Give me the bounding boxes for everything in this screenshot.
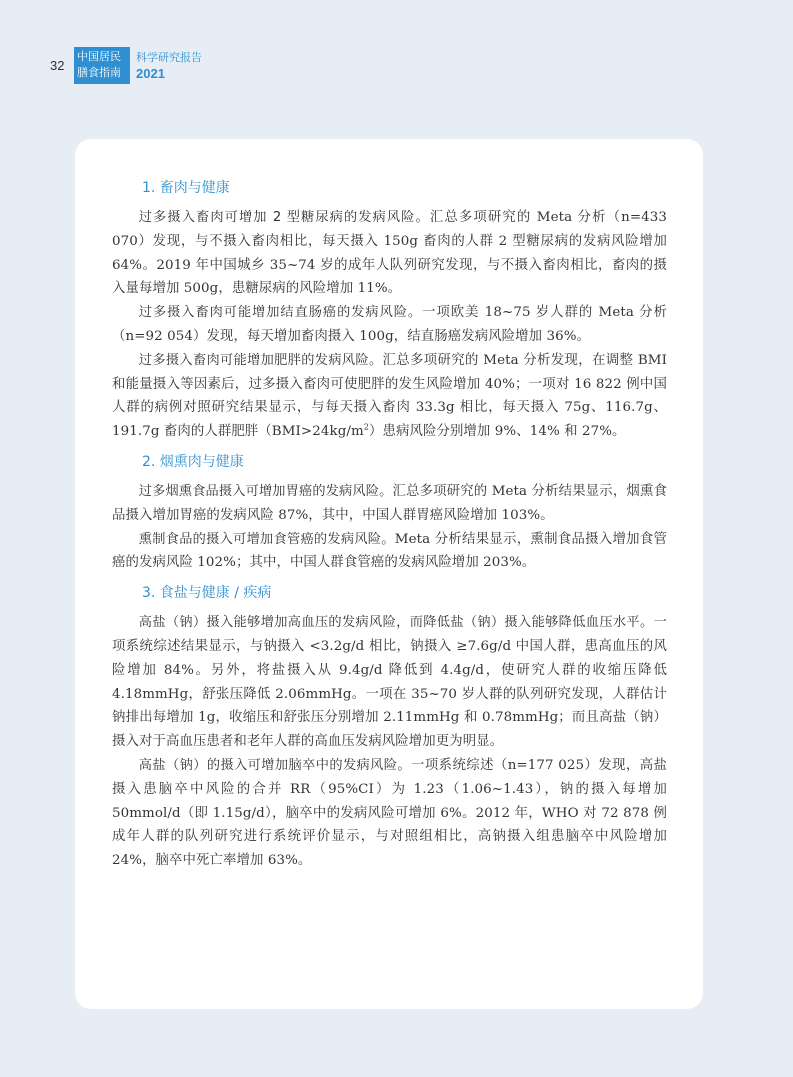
paragraph-lead: 过多烟熏食品摄入可增加胃癌的发病风险。 [138, 483, 393, 499]
superscript: 2 [363, 422, 369, 432]
paragraph-body: 一项系统综述结果显示，与钠摄入 <3.2g/d 相比，钠摄入 ≥7.6g/d 中国人群，患高血压的风险增加 84%。另外，将盐摄入从 9.4g/d 降低到 4.4g/d，使研究人群的收缩压降低 4.18mmHg，舒张压降低 2.06mmHg。一项在 35~70 岁人群的队列研究发现，人群估计钠排出每增加 1g，收缩压和舒张压分别增加 2.11mmHg 和 0.78mmHg；而且高盐（钠）摄入对于高血压患者和老年人群的高血压发病风险增加更为明显。 [112, 615, 667, 750]
paragraph [112, 301, 667, 349]
paragraph-lead: 过多摄入畜肉可能增加肥胖的发病风险。 [138, 352, 383, 368]
paragraph-body: 一项系统综述（n=177 025）发现，高盐摄入患脑卒中风险的合并 RR（95%CI）为 1.23（1.06~1.43），钠的摄入每增加 50mmol/d（即 1.15g/d），脑卒中的发病风险可增加 6%。2012 年，WHO 对 72 878 例成年人群的队列研究进行系统评价显示，与对照组相比，高钠摄入组患脑卒中风险增加 24%，脑卒中死亡率增加 63%。 [112, 757, 668, 869]
logo-line-1: 中国居民 [77, 50, 121, 63]
article-content [112, 170, 667, 873]
section-heading: 3. 食盐与健康 / 疾病 [142, 585, 272, 602]
logo-line-2: 膳食指南 [77, 66, 121, 79]
page-header [0, 0, 793, 100]
paragraph [112, 349, 667, 444]
paragraph-body: 一项欧美 18~75 岁人群的 Meta 分析（n=92 054）发现，每天增加畜肉摄入 100g，结直肠癌发病风险增加 36%。 [112, 305, 668, 344]
paragraph-body: 汇总多项研究的 Meta 分析发现，在调整 BMI 和能量摄入等因素后，过多摄入畜肉可使肥胖的发生风险增加 40%；一项对 16 822 例中国人群的病例对照研究结果显示，与每天摄入畜肉 33.3g 相比，每天摄入 75g、116.7g、191.7g 畜肉的人群肥胖（BMI>24kg/m [112, 352, 667, 440]
report-year: 2021 [136, 66, 165, 81]
paragraph [112, 480, 667, 528]
paragraph-lead: 过多摄入畜肉可增加 2 型糖尿病的发病风险。 [138, 210, 430, 225]
paragraph [112, 528, 667, 576]
paragraph [112, 754, 667, 873]
paragraph-lead: 高盐（钠）摄入能够增加高血压的发病风险，而降低盐（钠）摄入能够降低血压水平。 [138, 615, 654, 631]
paragraph-tail: ）患病风险分别增加 9%、14% 和 27%。 [369, 424, 626, 440]
section-heading: 2. 烟熏肉与健康 [142, 453, 244, 470]
paragraph [112, 611, 667, 754]
paragraph-body: 汇总多项研究的 Meta 分析（n=433 070）发现，与不摄入畜肉相比，每天摄入 150g 畜肉的人群 2 型糖尿病的发病风险增加 64%。2019 年中国城乡 35~74 岁的成年人队列研究发现，与不摄入畜肉相比，畜肉的摄入量每增加 500g，患糖尿病的风险增加 11%。 [112, 210, 668, 297]
paragraph [112, 206, 667, 301]
report-title: 科学研究报告 [136, 51, 202, 64]
paragraph-body: 汇总多项研究的 Meta 分析结果显示，烟熏食品摄入增加胃癌的发病风险 87%，其中，中国人群胃癌风险增加 103%。 [112, 483, 667, 523]
paragraph-lead: 高盐（钠）的摄入可增加脑卒中的发病风险。 [138, 757, 411, 773]
paragraph-lead: 过多摄入畜肉可能增加结直肠癌的发病风险。 [138, 305, 423, 321]
page-number: 32 [50, 58, 65, 73]
section-heading: 1. 畜肉与健康 [142, 180, 230, 196]
paragraph-body: Meta 分析结果显示，熏制食品摄入增加食管癌的发病风险 102%；其中，中国人群食管癌的发病风险增加 203%。 [112, 531, 667, 571]
guideline-logo [74, 47, 130, 84]
paragraph-lead: 熏制食品的摄入可增加食管癌的发病风险。 [138, 531, 395, 547]
